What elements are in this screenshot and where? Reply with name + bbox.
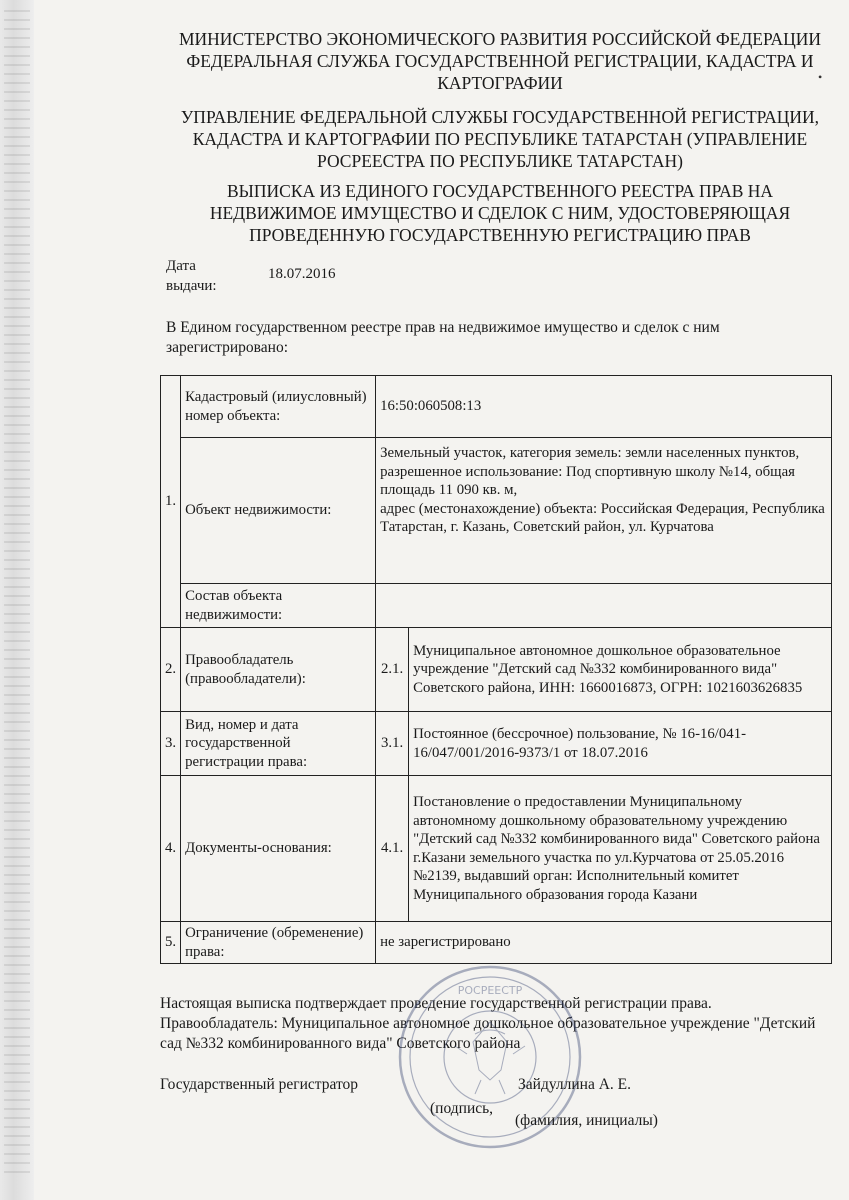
registration-label: Вид, номер и дата государственной регистрации права: xyxy=(181,712,376,776)
name-caption: (фамилия, инициалы) xyxy=(515,1112,658,1129)
cadastral-label: Кадастровый (илиусловный) номер объекта: xyxy=(181,376,376,438)
registration-subnumber: 3.1. xyxy=(376,712,409,776)
issue-date-value: 18.07.2016 xyxy=(268,266,336,282)
documents-subnumber: 4.1. xyxy=(376,776,409,922)
ministry-header: МИНИСТЕРСТВО ЭКОНОМИЧЕСКОГО РАЗВИТИЯ РОССИЙСКОЙ ФЕДЕРАЦИИ ФЕДЕРАЛЬНАЯ СЛУЖБА ГОСУДАРСТВЕННОЙ РЕГИСТРАЦИИ, КАДАСТРА И КАРТОГРАФИИ xyxy=(178,29,822,93)
row-number: 4. xyxy=(161,776,181,922)
table-row xyxy=(161,922,832,964)
holder-value: Муниципальное автономное дошкольное образовательное учреждение "Детский сад №332 комбинированного вида" Советского района, ИНН: 1660016873, ОГРН: 1021603626835 xyxy=(409,628,832,712)
object-label: Объект недвижимости: xyxy=(181,438,376,584)
object-value: Земельный участок, категория земель: земли населенных пунктов, разрешенное использование: Под спортивную школу №14, общая площадь 11 090 кв. м, xyxy=(380,445,800,498)
registrar-name: Зайдуллина А. Е. xyxy=(518,1076,631,1093)
table-row xyxy=(161,712,832,776)
documents-value: Постановление о предоставлении Муниципальному автономному дошкольному образовательному учреждению "Детский сад №332 комбинированного вида" Советского района г.Казани земельного участка по ул.Курчатова от 25.05.2016 №2139, выдавший орган: Исполнительный комитет Муниципального образования города Казани xyxy=(409,776,832,922)
stamp-text: РОСРЕЕСТР xyxy=(457,984,523,997)
table-row xyxy=(161,584,832,628)
issue-date-label: Дата выдачи: xyxy=(166,258,217,294)
row-number: 3. xyxy=(161,712,181,776)
row-number: 5. xyxy=(161,922,181,964)
registry-table xyxy=(160,375,832,964)
cadastral-value: 16:50:060508:13 xyxy=(376,376,832,438)
documents-label: Документы-основания: xyxy=(181,776,376,922)
holder-label: Правообладатель (правообладатели): xyxy=(181,628,376,712)
table-row xyxy=(161,376,832,438)
document-title: ВЫПИСКА ИЗ ЕДИНОГО ГОСУДАРСТВЕННОГО РЕЕСТРА ПРАВ НА НЕДВИЖИМОЕ ИМУЩЕСТВО И СДЕЛОК С НИМ, УДОСТОВЕРЯЮЩАЯ ПРОВЕДЕННУЮ ГОСУДАРСТВЕННУЮ РЕГИСТРАЦИЮ ПРАВ xyxy=(209,181,791,245)
row-number: 1. xyxy=(161,376,181,628)
department-header: УПРАВЛЕНИЕ ФЕДЕРАЛЬНОЙ СЛУЖБЫ ГОСУДАРСТВЕННОЙ РЕГИСТРАЦИИ, КАДАСТРА И КАРТОГРАФИИ ПО РЕСПУБЛИКЕ ТАТАРСТАН (УПРАВЛЕНИЕ РОСРЕЕСТРА ПО РЕСПУБЛИКЕ ТАТАРСТАН) xyxy=(180,107,820,171)
composition-label: Состав объекта недвижимости: xyxy=(181,584,376,628)
signature-caption: (подпись, xyxy=(430,1100,494,1117)
binder-strip xyxy=(0,0,34,1200)
object-address: адрес (местонахождение) объекта: Российская Федерация, Республика Татарстан, г. Казань, Советский район, ул. Курчатова xyxy=(380,500,825,535)
scan-speck: • xyxy=(818,70,823,84)
object-cell xyxy=(376,438,832,584)
table-row xyxy=(161,776,832,922)
registration-value: Постоянное (бессрочное) пользование, № 16-16/041-16/047/001/2016-9373/1 от 18.07.2016 xyxy=(409,712,832,776)
table-row xyxy=(161,628,832,712)
holder-summary: Правообладатель: Муниципальное автономное дошкольное образовательное учреждение "Детский сад №332 комбинированного вида" Советского района xyxy=(160,1015,816,1052)
table-row xyxy=(161,438,832,584)
holder-subnumber: 2.1. xyxy=(376,628,409,712)
encumbrance-value: не зарегистрировано xyxy=(376,922,832,964)
confirmation-text: Настоящая выписка подтверждает проведение государственной регистрации права. xyxy=(160,995,712,1012)
intro-text: В Едином государственном реестре прав на недвижимое имущество и сделок с ним зарегистрировано: xyxy=(166,319,720,356)
composition-value xyxy=(376,584,832,628)
encumbrance-label: Ограничение (обременение) права: xyxy=(181,922,376,964)
row-number: 2. xyxy=(161,628,181,712)
registrar-title: Государственный регистратор xyxy=(160,1076,359,1093)
